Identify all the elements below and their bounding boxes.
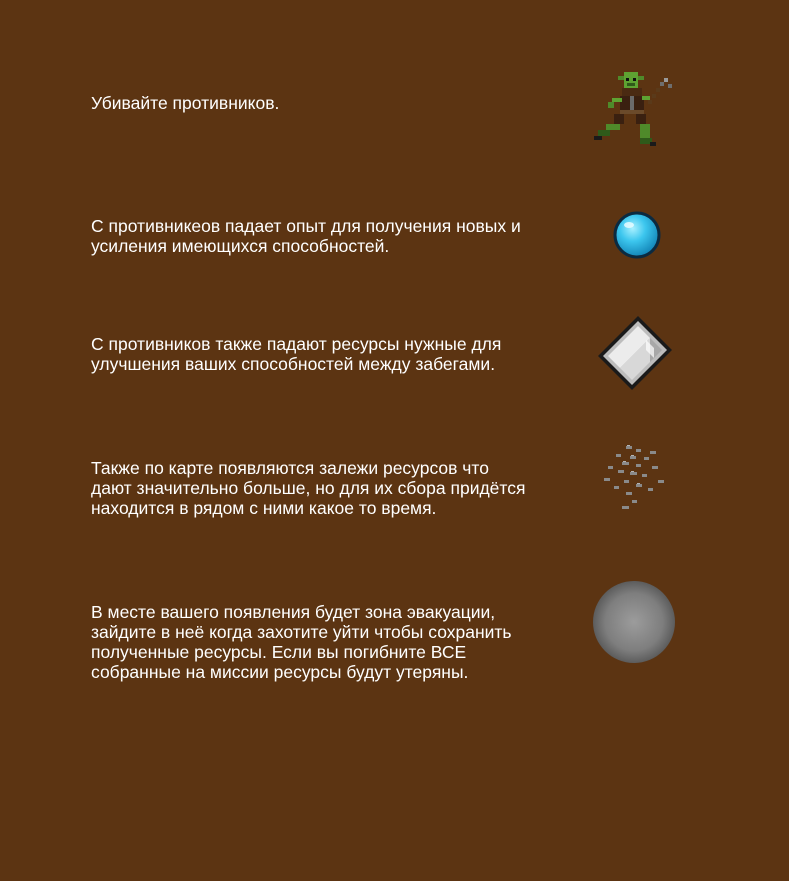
evacuation-zone-icon (592, 580, 676, 664)
tutorial-text-resources: С противников также падают ресурсы нужные для улучшения ваших способностей между забегами. (91, 334, 502, 374)
tutorial-text-experience: С противникеов падает опыт для получения новых и усиления имеющихся способностей. (91, 216, 521, 256)
resource-deposit-icon (596, 440, 672, 516)
goblin-enemy-icon (590, 70, 680, 156)
metal-ingot-icon (594, 312, 676, 394)
tutorial-text-evacuation: В месте вашего появления будет зона эвакуации, зайдите в неё когда захотите уйти чтобы сохранить полученные ресурсы. Если вы погибните ВСЕ собранные на миссии ресурсы будут утеряны. (91, 602, 512, 682)
tutorial-text-kill-enemies: Убивайте противников. (91, 93, 280, 113)
tutorial-text-deposits: Также по карте появляются залежи ресурсов что дают значительно больше, но для их сбора придётся находится в рядом с ними какое то время. (91, 458, 526, 518)
experience-orb-icon (612, 210, 662, 260)
